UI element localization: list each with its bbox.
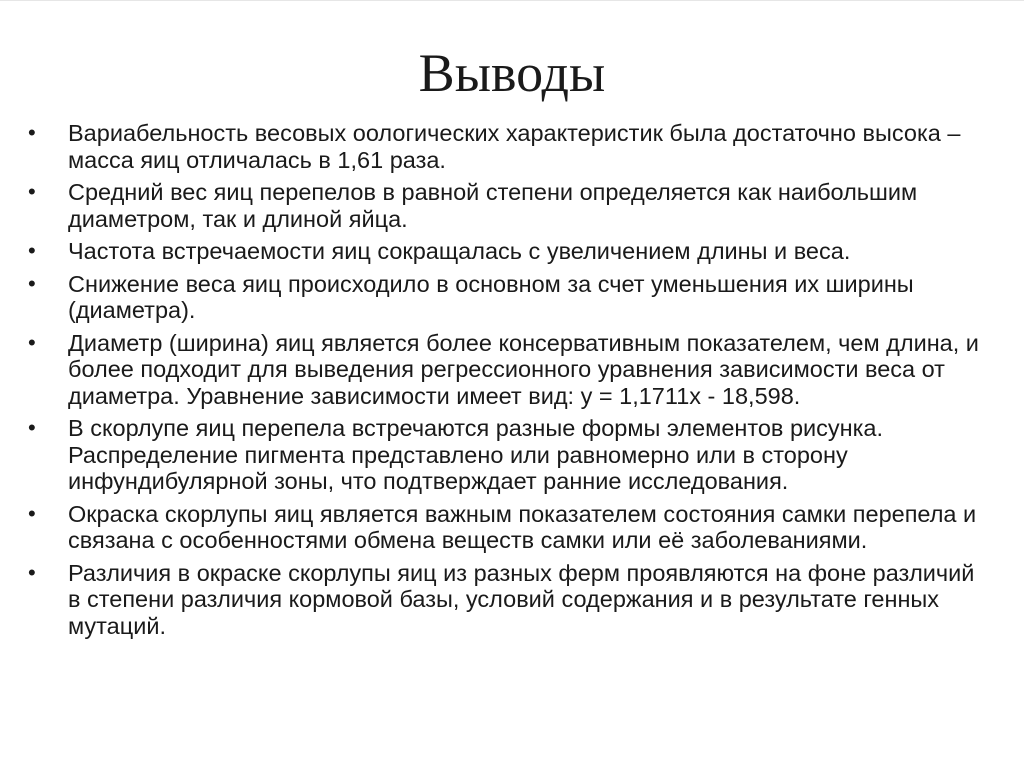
- bullet-dot-icon: •: [28, 270, 36, 296]
- bullet-text: Окраска скорлупы яиц является важным показателем состояния самки перепела и связана с особенностями обмена веществ самки или её заболеваниями.: [68, 500, 977, 553]
- bullet-text: Частота встречаемости яиц сокращалась с увеличением длины и веса.: [68, 238, 851, 264]
- bullet-dot-icon: •: [28, 500, 36, 526]
- top-divider: [0, 0, 1024, 1]
- bullet-item: [28, 120, 988, 173]
- bullet-item: [28, 560, 988, 640]
- bullet-text: Снижение веса яиц происходило в основном за счет уменьшения их ширины (диаметра).: [68, 270, 914, 323]
- bullet-text: Диаметр (ширина) яиц является более консервативным показателем, чем длина, и более подходит для выведения регрессионного уравнения зависимости веса от диаметра. Уравнение зависимости имеет вид: у = 1,1711х - 18,598.: [68, 329, 979, 409]
- bullet-item: [28, 271, 988, 324]
- bullet-text: Средний вес яиц перепелов в равной степени определяется как наибольшим диаметром, так и длиной яйца.: [68, 179, 918, 232]
- bullet-dot-icon: •: [28, 238, 36, 263]
- bullet-item: [28, 179, 988, 232]
- bullet-dot-icon: •: [28, 415, 36, 440]
- bullet-list: [28, 120, 988, 645]
- slide-title: Выводы: [418, 43, 606, 103]
- bullet-item: [28, 501, 988, 554]
- bullet-dot-icon: •: [28, 120, 36, 145]
- bullet-dot-icon: •: [28, 179, 36, 204]
- bullet-text: Различия в окраске скорлупы яиц из разных ферм проявляются на фоне различий в степени различия кормовой базы, условий содержания и в результате генных мутаций.: [68, 559, 975, 639]
- bullet-text: В скорлупе яиц перепела встречаются разные формы элементов рисунка. Распределение пигмента представлено или равномерно или в сторону инфундибулярной зоны, что подтверждает ранние исследования.: [68, 415, 884, 494]
- bullet-dot-icon: •: [28, 559, 36, 585]
- bullet-text: Вариабельность весовых оологических характеристик была достаточно высока – масса яиц отличалась в 1,61 раза.: [68, 120, 961, 173]
- bullet-item: [28, 330, 988, 410]
- bullet-item: [28, 238, 988, 265]
- bullet-dot-icon: •: [28, 329, 36, 355]
- bullet-item: [28, 415, 988, 495]
